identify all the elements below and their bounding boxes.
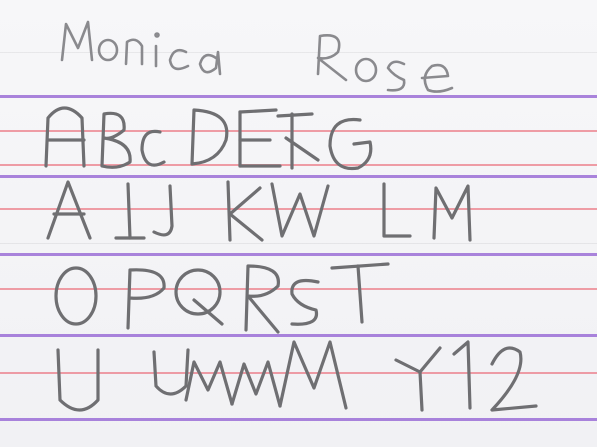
letter-row-2 bbox=[48, 182, 470, 240]
handwritten-name bbox=[62, 22, 452, 92]
letter-row-4 bbox=[58, 342, 536, 410]
letter-row-1 bbox=[46, 108, 371, 169]
letter-row-3 bbox=[56, 264, 388, 332]
